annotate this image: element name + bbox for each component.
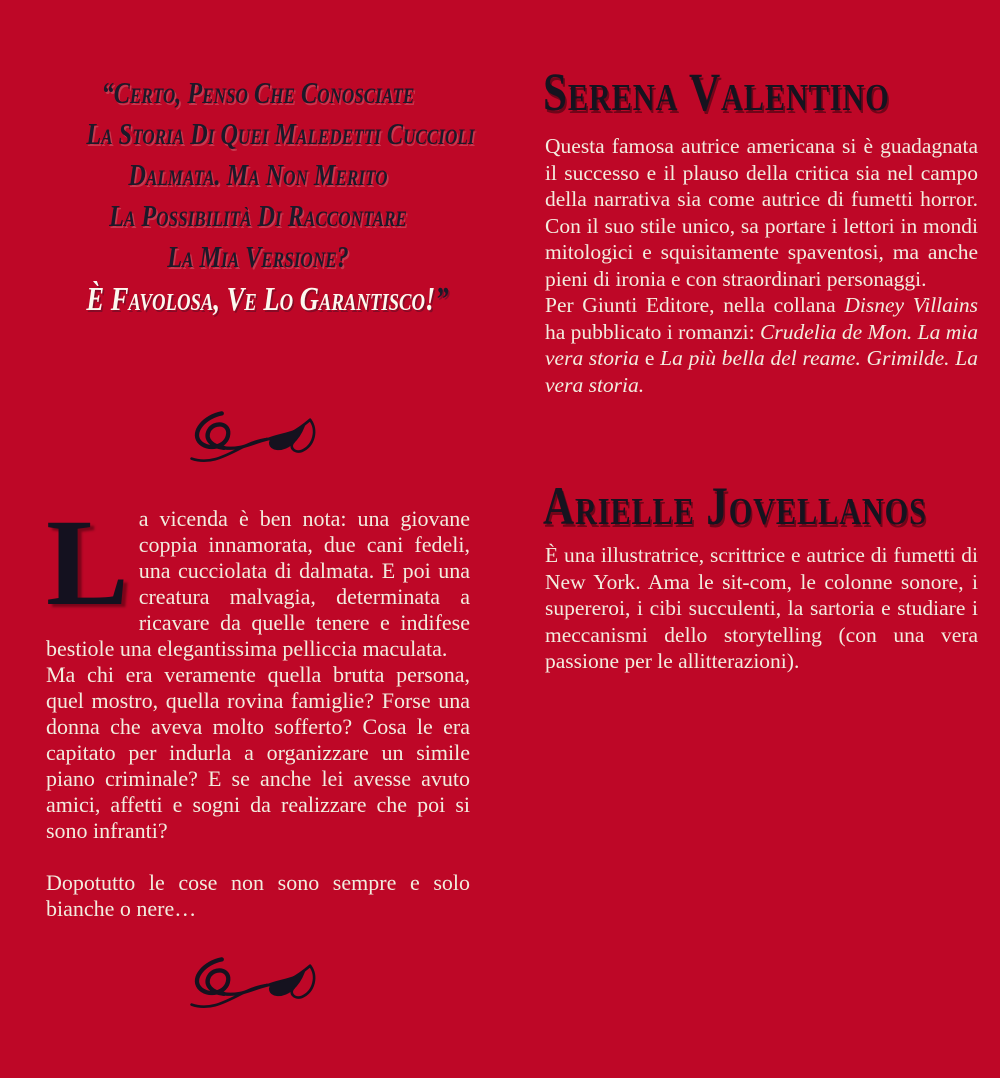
drop-cap: L <box>46 494 129 631</box>
serena-bio-paragraph-2 <box>545 292 978 398</box>
calligraphic-swash-icon <box>183 946 323 1018</box>
crudelia-quote <box>38 72 478 323</box>
intro-paragraph-1-text: a vicenda è ben nota: una giovane coppia innamorata, due cani fedeli, una cucciolata di dalmata. E poi una creatura malvagia, determinata a ricavare da quelle tenere e indifese bestiole una elegantissima pelliccia maculata. <box>46 506 470 661</box>
book-title-crudelia: Crudelia de Mon. La mia vera storia <box>545 319 979 370</box>
quote-line: La Storia Di Quei Maledetti Cuccioli <box>86 116 475 151</box>
book-title-disney-villains: Disney Villains <box>844 293 978 317</box>
author-bio-serena <box>545 133 978 398</box>
arielle-bio-paragraph: È una illustratrice, scrittrice e autrice di fumetti di New York. Ama le sit-com, le colonne sonore, i supereroi, i cibi succulenti, la sartoria e studiare i meccanismi dello storytelling (con una vera passione per le allitterazioni). <box>545 543 978 673</box>
quote-line: “Certo, Penso Che Conosciate <box>101 75 415 110</box>
author-name-serena: Serena Valentino <box>543 62 890 122</box>
intro-paragraph-1 <box>46 494 470 662</box>
quote-line: La Possibilità Di Raccontare <box>109 198 407 233</box>
intro-paragraph-3: Dopotutto le cose non sono sempre e solo bianche o nere… <box>46 870 470 921</box>
closing-quote-mark: ” <box>435 281 449 318</box>
serena-bio-text: ha pubblicato i romanzi: <box>545 319 760 344</box>
calligraphic-swash-icon <box>183 400 323 472</box>
author-name-arielle: Arielle Jovellanos <box>543 476 927 536</box>
serena-bio-text: e <box>639 346 661 370</box>
book-title-grimilde: La più bella del reame. Grimilde. La vera storia. <box>545 346 978 397</box>
quote-final-line <box>86 277 449 323</box>
author-bio-arielle <box>545 542 978 675</box>
flourish-ornament-top <box>183 400 323 472</box>
serena-bio-paragraph-1: Questa famosa autrice americana si è guadagnata il successo e il plauso della critica sia nel campo della narrativa sia come autrice di fumetti horror. Con il suo stile unico, sa portare i lettori in mondi mitologici e squisitamente spaventosi, ma anche pieni di ironia e con straordinari personaggi. <box>545 134 978 291</box>
intro-text <box>46 494 470 922</box>
quote-line: Dalmata. Ma Non Merito <box>128 157 388 192</box>
quote-final-text: È Favolosa, Ve Lo Garantisco! <box>86 281 436 318</box>
intro-paragraph-2: Ma chi era veramente quella brutta persona, quel mostro, quella rovina famiglie? Forse una donna che aveva molto sofferto? Cosa le era capitato per indurla a organizzare un simile piano criminale? E se anche lei avesse avuto amici, affetti e sogni da realizzare che poi si sono infranti? <box>46 662 470 843</box>
quote-line: La Mia Versione? <box>167 239 349 274</box>
serena-bio-text: Per Giunti Editore, nella collana <box>545 293 845 317</box>
flourish-ornament-bottom <box>183 946 323 1018</box>
